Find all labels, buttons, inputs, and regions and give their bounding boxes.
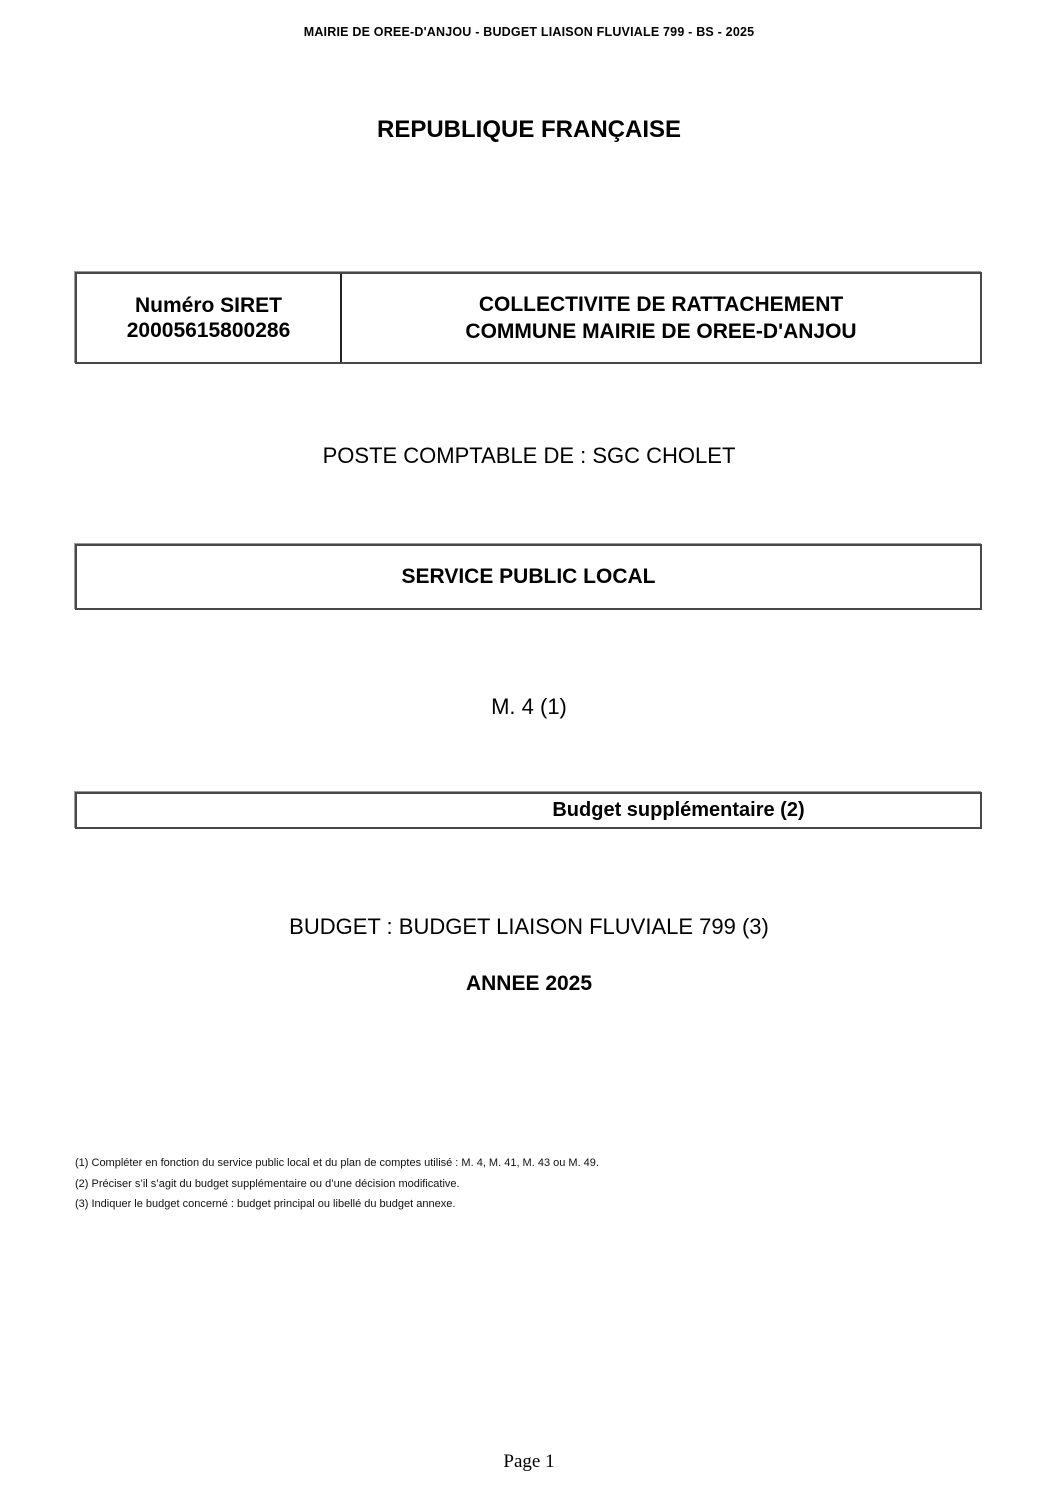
budget-type-label: Budget supplémentaire (2) xyxy=(552,799,805,821)
service-public-local-label: SERVICE PUBLIC LOCAL xyxy=(401,565,656,588)
norme-comptable-line: M. 4 (1) xyxy=(491,694,567,719)
budget-name-line: BUDGET : BUDGET LIAISON FLUVIALE 799 (3) xyxy=(289,914,769,939)
collectivite-line-2: COMMUNE MAIRIE DE OREE-D'ANJOU xyxy=(465,320,857,343)
footnotes xyxy=(75,1153,975,1215)
siret-number: 20005615800286 xyxy=(126,319,291,342)
footnote-1: (1) Compléter en fonction du service public local et du plan de comptes utilisé : M. 4, M. 41, M. 43 ou M. 49. xyxy=(75,1157,599,1169)
siret-collectivite-box xyxy=(75,272,982,364)
budget-type-box xyxy=(75,792,982,829)
siret-label: Numéro SIRET xyxy=(134,294,283,317)
page-number: Page 1 xyxy=(503,1451,555,1472)
siret-cell xyxy=(77,274,342,362)
republic-title: REPUBLIQUE FRANÇAISE xyxy=(376,116,682,143)
annee-line: ANNEE 2025 xyxy=(465,972,593,995)
footnote-2: (2) Préciser s’il s’agit du budget supplémentaire ou d’une décision modificative. xyxy=(75,1177,460,1190)
collectivite-line-1: COLLECTIVITE DE RATTACHEMENT xyxy=(478,293,844,316)
document-running-header: MAIRIE DE OREE-D'ANJOU - BUDGET LIAISON FLUVIALE 799 - BS - 2025 xyxy=(303,25,755,39)
poste-comptable-line: POSTE COMPTABLE DE : SGC CHOLET xyxy=(322,443,736,468)
footnote-3: (3) Indiquer le budget concerné : budget principal ou libellé du budget annexe. xyxy=(75,1198,456,1210)
collectivite-cell xyxy=(342,274,980,362)
service-public-local-box xyxy=(75,544,982,610)
